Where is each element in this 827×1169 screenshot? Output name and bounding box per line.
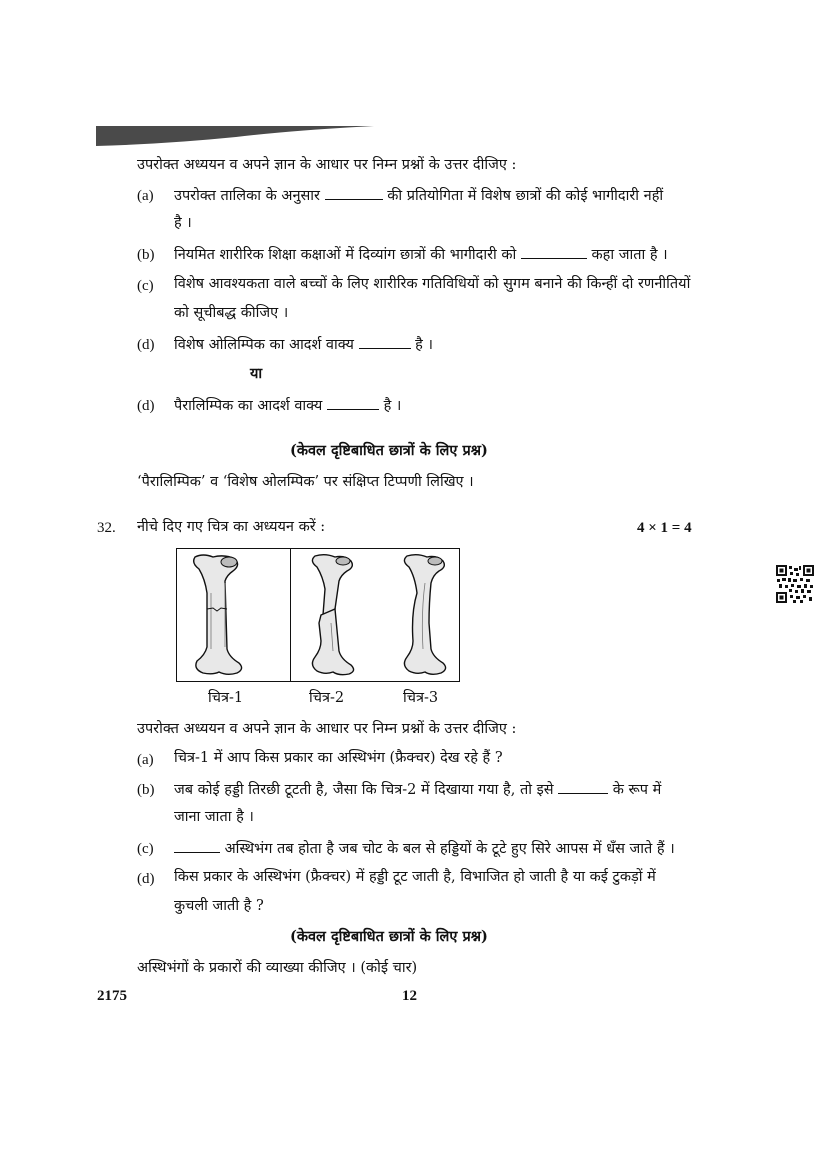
item-d2-line1 [174, 397, 401, 414]
vi-heading-1: (केवल दृष्टिबाधित छात्रों के लिए प्रश्न) [290, 442, 488, 459]
answer-blank [174, 840, 220, 853]
item-a-line2: है । [174, 215, 192, 231]
item-b-line1 [174, 246, 668, 263]
q32-item-c-text-post: अस्थिभंग तब होता है जब चोट के बल से हड्डियों के टूटे हुए सिरे आपस में धँस जाते हैं । [224, 841, 675, 857]
item-a-text-pre: उपरोक्त तालिका के अनुसार [174, 188, 320, 204]
item-b-text-pre: नियमित शारीरिक शिक्षा कक्षाओं में दिव्यांग छात्रों की भागीदारी को [174, 247, 517, 263]
q32-item-b-line2: जाना जाता है । [174, 809, 254, 825]
answer-blank [521, 246, 587, 259]
q32-intro: उपरोक्त अध्ययन व अपने ज्ञान के आधार पर निम्न प्रश्नों के उत्तर दीजिए : [137, 721, 517, 737]
q32-item-a-label: (a) [137, 752, 154, 768]
q32-item-d-line2: कुचली जाती है ? [174, 898, 264, 914]
item-b-text-post: कहा जाता है । [591, 247, 668, 263]
q32-item-d-label: (d) [137, 871, 155, 887]
q32-item-b-text-pre: जब कोई हड्डी तिरछी टूटती है, जैसा कि चित्र-2 में दिखाया गया है, तो इसे [174, 782, 554, 798]
bone-figure-2 [305, 553, 365, 677]
q32-item-b-text-post: के रूप में [612, 782, 662, 798]
bone-figure-1 [185, 553, 255, 677]
item-c-line2: को सूचीबद्ध कीजिए । [174, 305, 289, 321]
item-a-line1 [174, 187, 663, 204]
item-d2-text-post: है । [383, 398, 402, 414]
answer-blank [325, 187, 383, 200]
answer-blank [327, 397, 379, 410]
figure-divider [290, 549, 291, 681]
header-bar [96, 124, 376, 148]
item-a-text-post: की प्रतियोगिता में विशेष छात्रों की कोई भागीदारी नहीं [387, 188, 664, 204]
q32-item-c-line1 [174, 840, 675, 857]
vi-question-2: अस्थिभंगों के प्रकारों की व्याख्या कीजिए । (कोई चार) [137, 960, 418, 976]
figure-label-2: चित्र-2 [309, 690, 345, 706]
item-d1-line1 [174, 336, 433, 353]
q32-item-d-line1: किस प्रकार के अस्थिभंग (फ्रैक्चर) में हड्डी टूट जाती है, विभाजित हो जाती है या कई टुकड़ों में [174, 869, 656, 885]
question-number: 32. [97, 520, 116, 536]
q32-item-b-line1 [174, 781, 661, 798]
item-d1-label: (d) [137, 337, 155, 353]
marks-label: 4 × 1 = 4 [637, 520, 692, 536]
q32-item-b-label: (b) [137, 782, 155, 798]
q32-item-c-label: (c) [137, 841, 154, 857]
section1-intro: उपरोक्त अध्ययन व अपने ज्ञान के आधार पर निम्न प्रश्नों के उत्तर दीजिए : [137, 157, 517, 173]
item-d1-text-pre: विशेष ओलिम्पिक का आदर्श वाक्य [174, 337, 354, 353]
item-d2-text-pre: पैरालिम्पिक का आदर्श वाक्य [174, 398, 323, 414]
page-number: 12 [402, 988, 417, 1004]
item-d2-label: (d) [137, 398, 155, 414]
item-a-label: (a) [137, 188, 154, 204]
item-d1-text-post: है । [415, 337, 433, 353]
answer-blank [558, 781, 608, 794]
item-c-line1: विशेष आवश्यकता वाले बच्चों के लिए शारीरिक गतिविधियों को सुगम बनाने की किन्हीं दो रणनीतियों [174, 276, 691, 292]
item-c-label: (c) [137, 278, 154, 294]
figure-box [176, 548, 460, 682]
q32-item-a-line1: चित्र-1 में आप किस प्रकार का अस्थिभंग (फ्रैक्चर) देख रहे हैं ? [174, 750, 503, 766]
paper-code: 2175 [97, 988, 127, 1004]
bone-figure-3 [395, 553, 455, 677]
vi-heading-2: (केवल दृष्टिबाधित छात्रों के लिए प्रश्न) [290, 928, 488, 945]
vi-question-1: ‘पैरालिम्पिक’ व ‘विशेष ओलम्पिक’ पर संक्षिप्त टिप्पणी लिखिए । [137, 474, 474, 490]
figure-label-3: चित्र-3 [403, 690, 439, 706]
item-b-label: (b) [137, 247, 155, 263]
or-label: या [250, 365, 263, 382]
question-prompt: नीचे दिए गए चित्र का अध्ययन करें : [137, 519, 326, 535]
qr-code [776, 565, 814, 603]
figure-label-1: चित्र-1 [208, 690, 244, 706]
answer-blank [359, 336, 411, 349]
